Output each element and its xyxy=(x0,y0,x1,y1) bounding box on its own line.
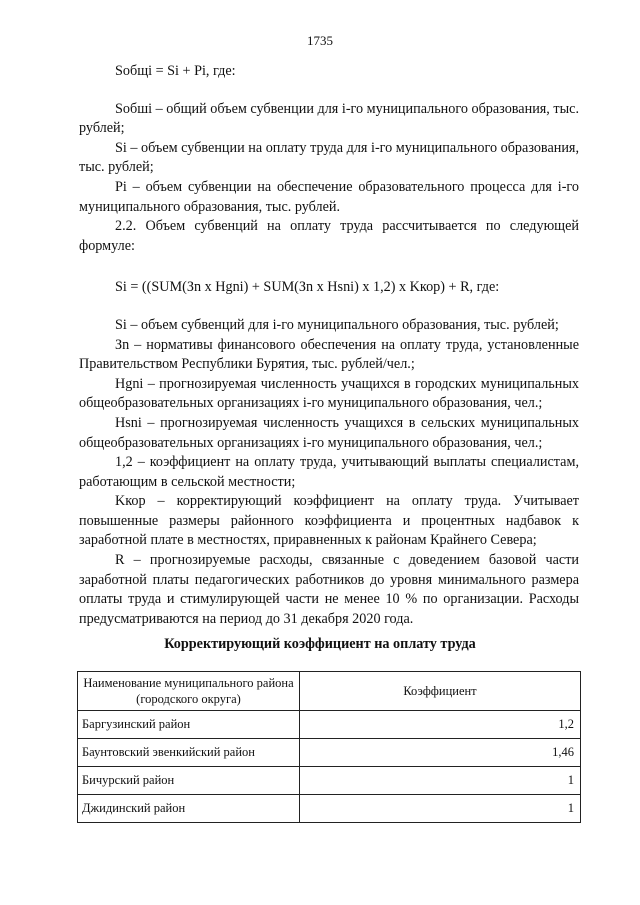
table-cell-coefficient: 1 xyxy=(300,767,581,795)
definition-hsni: Hsni – прогнозируемая численность учащихся в сельских муниципальных общеобразовательных организациях i-го муниципального образования, чел.; xyxy=(79,414,579,451)
definition-zn: Зn – нормативы финансового обеспечения на оплату труда, установленные Правительством Республики Бурятия, тыс. рублей/чел.; xyxy=(79,336,579,373)
table-cell-coefficient: 1,2 xyxy=(300,711,581,739)
table-title: Корректирующий коэффициент на оплату труда xyxy=(164,636,476,652)
column-header-municipality: Наименование муниципального района (городского округа) xyxy=(78,672,300,711)
document-body xyxy=(79,62,579,629)
section-2-2: 2.2. Объем субвенций на оплату труда рассчитывается по следующей формуле: xyxy=(79,218,579,254)
formula-labor-subvention: Si = ((SUM(Зn х Hgni) + SUM(Зn х Hsni) х 1,2) х Kкор) + R, где: xyxy=(115,279,500,296)
table-row xyxy=(78,711,581,739)
table-cell-municipality: Джидинский район xyxy=(78,795,300,823)
column-header-coefficient: Коэффициент xyxy=(300,672,581,711)
table-row xyxy=(78,795,581,823)
definition-s-total: Sобшi – общий объем субвенции для i-го муниципального образования, тыс. рублей; xyxy=(79,100,579,137)
definition-r: R – прогнозируемые расходы, связанные с доведением базовой части заработной платы педагогических работников до уровня минимального размера оплаты труда и стимулирующей части не менее 10 % по организации. Расходы предусматриваются на период до 31 декабря 2020 года. xyxy=(79,552,579,627)
page-number: 1735 xyxy=(307,33,333,48)
table-row xyxy=(78,739,581,767)
definition-rural-coefficient: 1,2 – коэффициент на оплату труда, учитывающий выплаты специалистам, работающим в сельской местности; xyxy=(79,454,579,490)
table-cell-municipality: Баргузинский район xyxy=(78,711,300,739)
table-cell-municipality: Бичурский район xyxy=(78,767,300,795)
definition-pi: Pi – объем субвенции на обеспечение образовательного процесса для i-го муниципального образования, тыс. рублей. xyxy=(79,178,579,215)
table-header-row xyxy=(78,672,581,711)
definition-hgni: Hgni – прогнозируемая численность учащихся в городских муниципальных общеобразовательных организациях i-го муниципального образования, чел.; xyxy=(79,375,579,412)
table-row xyxy=(78,767,581,795)
formula-total-subvention: Sобщi = Si + Pi, где: xyxy=(115,63,236,79)
table-cell-municipality: Баунтовский эвенкийский район xyxy=(78,739,300,767)
definition-kkor: Kкор – корректирующий коэффициент на оплату труда. Учитывает повышенные размеры районного коэффициента и процентных надбавок к заработной плате в местностях, приравненных к районам Крайнего Севера; xyxy=(79,493,579,549)
coefficient-table xyxy=(77,671,581,823)
table-cell-coefficient: 1 xyxy=(300,795,581,823)
definition-si-2: Si – объем субвенций для i-го муниципального образования, тыс. рублей; xyxy=(115,316,559,333)
definition-si: Si – объем субвенции на оплату труда для i-го муниципального образования, тыс. рублей; xyxy=(79,139,579,176)
table-cell-coefficient: 1,46 xyxy=(300,739,581,767)
